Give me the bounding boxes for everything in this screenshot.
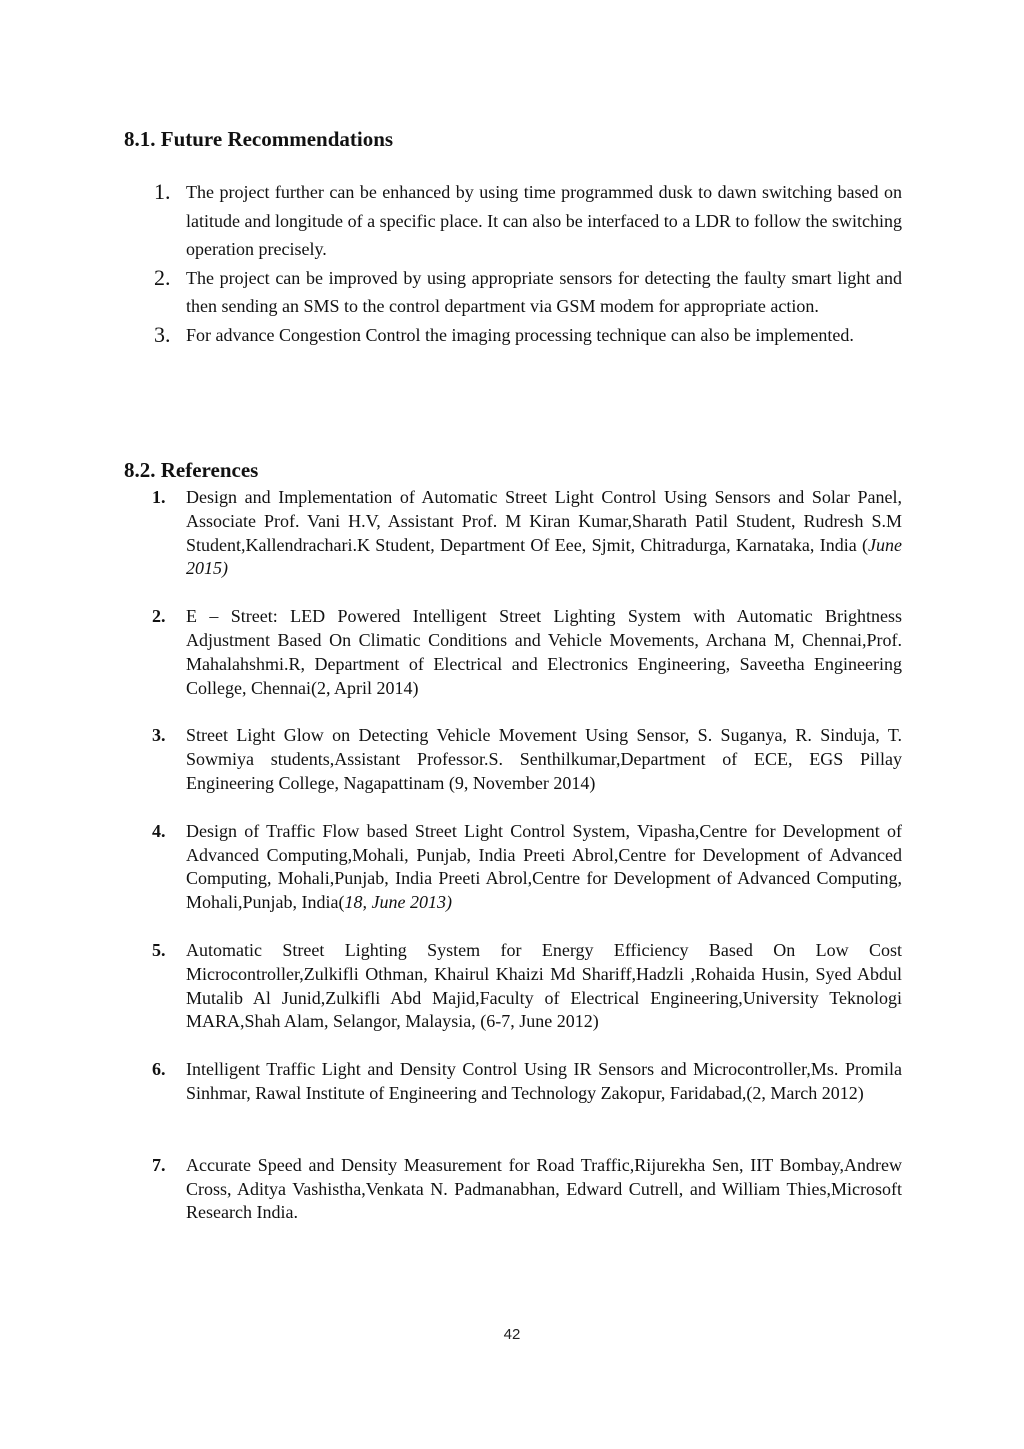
reference-number: 1. — [152, 487, 166, 507]
reference-number: 6. — [152, 1059, 166, 1080]
list-item-number: 3. — [154, 321, 171, 347]
reference-date: June 2015) — [186, 534, 902, 579]
reference-body: Street Light Glow on Detecting Vehicle Movement Using Sensor, S. Suganya, R. Sinduja, T. Sowmiya students,Assistant Professor.S. Senthilkumar,Department of ECE, EGS Pillay Engineering College, Nagapattinam (9, November 2014) — [186, 725, 902, 793]
reference-text — [186, 1058, 902, 1106]
reference-number: 7. — [152, 1154, 166, 1175]
reference-date: 18, June 2013) — [344, 892, 452, 913]
reference-text — [186, 1154, 902, 1225]
reference-body: E – Street: LED Powered Intelligent Street Lighting System with Automatic Brightness Adjustment Based On Climatic Conditions and Vehicle Movements, Archana M, Chennai,Prof. Mahalahshmi.R, Department of Electrical and Electronics Engineering, Saveetha Engineering College, Chennai(2, April 2014) — [186, 606, 902, 698]
reference-text — [186, 724, 902, 795]
reference-body: Design and Implementation of Automatic Street Light Control Using Sensors and Solar Panel, Associate Prof. Vani H.V, Assistant Prof. M Kiran Kumar,Sharath Patil Student, Rudresh S.M Student,Kallendrachari.K Student, Department Of Eee, Sjmit, Chitradurga, Karnataka, India ( — [186, 487, 902, 555]
reference-number: 4. — [152, 820, 166, 841]
reference-item — [152, 724, 902, 795]
reference-body: Intelligent Traffic Light and Density Control Using IR Sensors and Microcontroller,Ms. Promila Sinhmar, Rawal Institute of Engineering and Technology Zakopur, Faridabad,(2, March 2012) — [186, 1059, 902, 1103]
reference-item — [152, 486, 902, 581]
reference-item — [152, 1154, 902, 1225]
reference-text — [186, 486, 902, 581]
list-item-number: 2. — [154, 264, 171, 290]
heading-references: 8.2. References — [124, 458, 259, 482]
reference-text — [186, 820, 902, 915]
page-number: 42 — [503, 1326, 521, 1343]
list-item — [150, 178, 902, 264]
list-item — [150, 264, 902, 321]
list-item-text: For advance Congestion Control the imaging processing technique can also be implemented. — [186, 324, 854, 345]
reference-body: Accurate Speed and Density Measurement for Road Traffic,Rijurekha Sen, IIT Bombay,Andrew Cross, Aditya Vashistha,Venkata N. Padmanabhan, Edward Cutrell, and William Thies,Microsoft Research India. — [186, 1154, 902, 1223]
list-item-text: The project further can be enhanced by using time programmed dusk to dawn switching based on latitude and longitude of a specific place. It can also be interfaced to a LDR to follow the switching operation precisely. — [186, 182, 902, 259]
future-recommendations-list — [150, 178, 902, 349]
heading-future-recommendations: 8.1. Future Recommendations — [124, 127, 394, 151]
references-list — [152, 486, 902, 1249]
reference-number: 3. — [152, 725, 166, 746]
reference-text — [186, 939, 902, 1034]
list-item-number: 1. — [154, 179, 171, 204]
reference-number: 5. — [152, 939, 166, 960]
reference-number: 2. — [152, 606, 166, 627]
reference-body: Design of Traffic Flow based Street Light Control System, Vipasha,Centre for Development of Advanced Computing,Mohali, Punjab, India Preeti Abrol,Centre for Development of Advanced Computing, Mohali,Punjab, India Preeti Abrol,Centre for Development of Advanced Computing, Mohali,Punjab, India( — [186, 820, 902, 913]
reference-item — [152, 939, 902, 1034]
reference-text — [186, 605, 902, 700]
reference-item — [152, 820, 902, 915]
reference-body: Automatic Street Lighting System for Energy Efficiency Based On Low Cost Microcontroller,Zulkifli Othman, Khairul Khaizi Md Shariff,Hadzli ,Rohaida Husin, Syed Abdul Mutalib Al Junid,Zulkifli Abd Majid,Faculty of Electrical Engineering,University Teknologi MARA,Shah Alam, Selangor, Malaysia, (6-7, June 2012) — [186, 939, 902, 1032]
list-item-text: The project can be improved by using appropriate sensors for detecting the faulty smart light and then sending an SMS to the control department via GSM modem for appropriate action. — [186, 267, 902, 316]
reference-item — [152, 1058, 902, 1106]
list-item — [150, 321, 902, 350]
reference-item — [152, 605, 902, 700]
